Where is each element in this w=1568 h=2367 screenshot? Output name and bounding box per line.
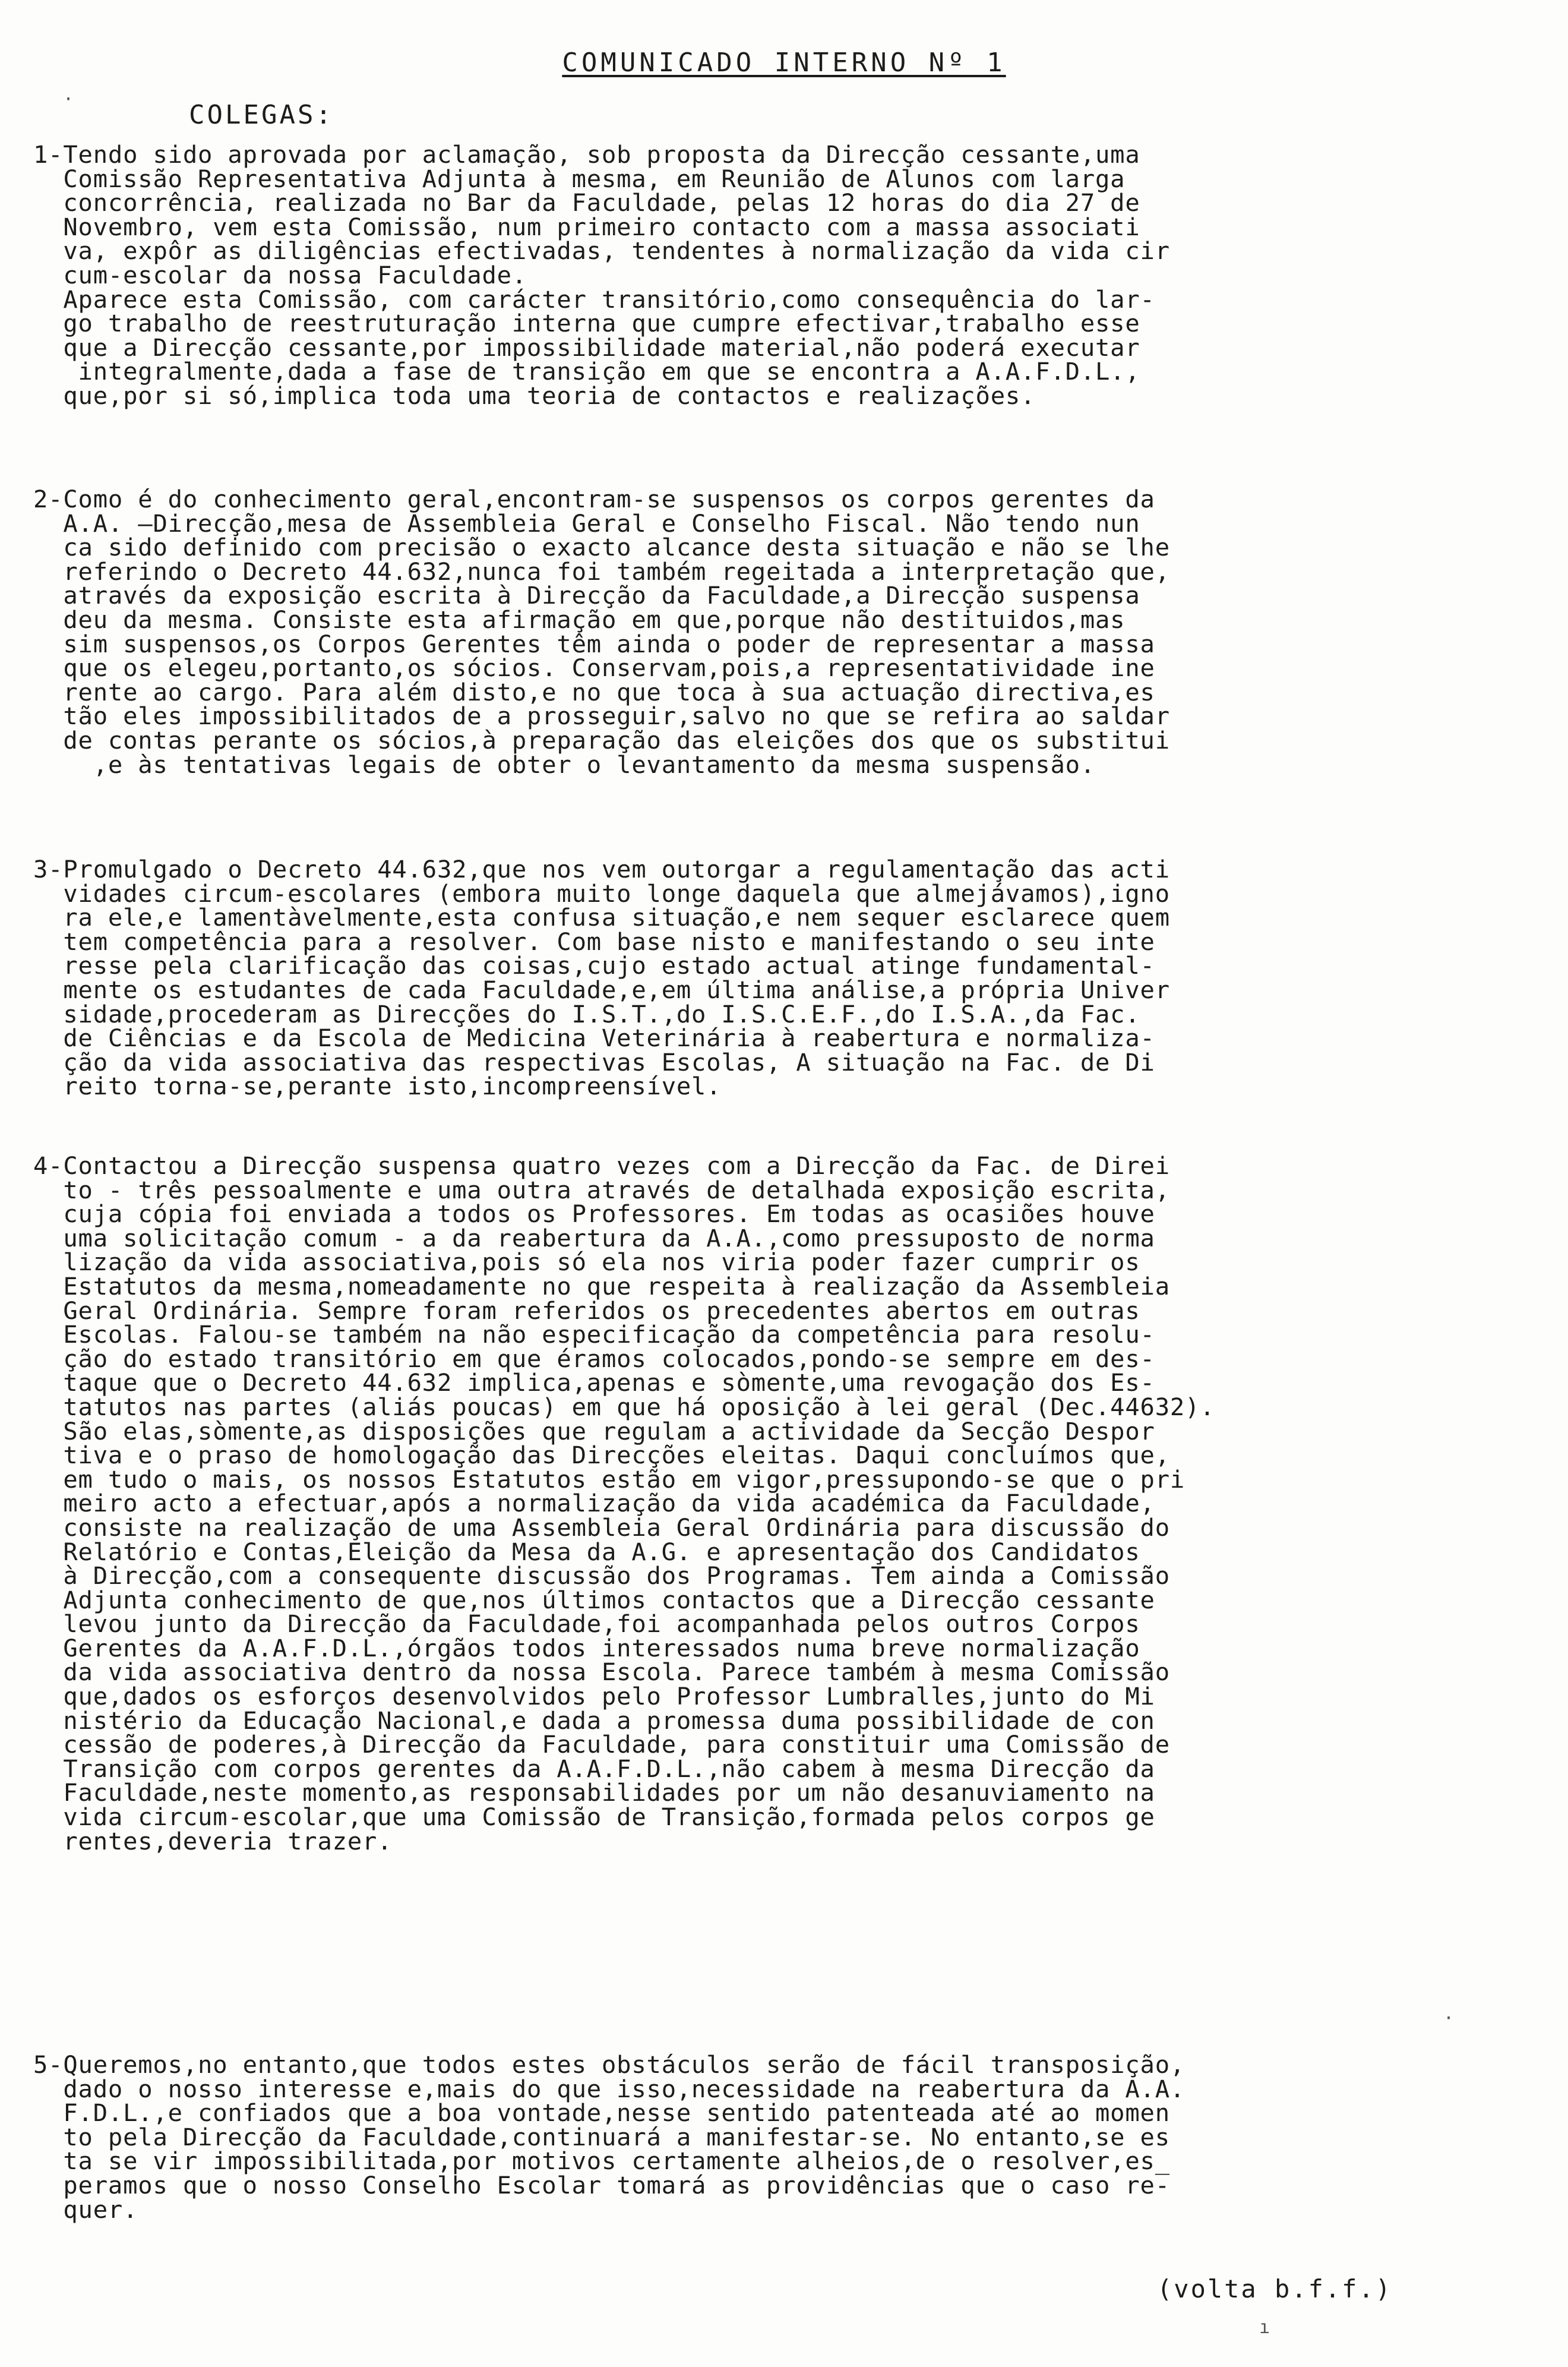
section-4-line: Relatório e Contas,Eleição da Mesa da A.G. e apresentação dos Candidatos: [33, 1537, 1140, 1566]
section-1: [33, 140, 1453, 410]
section-4-line: 4-Contactou a Direcção suspensa quatro vezes com a Direcção da Fac. de Direi: [33, 1151, 1170, 1180]
section-5-line: F.D.L.,e confiados que a boa vontade,nesse sentido patenteada até ao momen: [33, 2098, 1170, 2128]
section-4-line: cuja cópia foi enviada a todos os Professores. Em todas as ocasiões houve: [33, 1200, 1155, 1229]
section-5-line: ta se vir impossibilitada,por motivos certamente alheios,de o resolver,es_: [33, 2147, 1170, 2176]
section-1-line: concorrência, realizada no Bar da Faculdade, pelas 12 horas do dia 27 de: [33, 188, 1140, 217]
section-1-line: go trabalho de reestruturação interna que cumpre efectivar,trabalho esse: [33, 309, 1140, 338]
ink-speck: ·: [63, 89, 74, 110]
section-1-line: Novembro, vem esta Comissão, num primeiro contacto com a massa associati: [33, 212, 1140, 241]
section-4-line: taque que o Decreto 44.632 implica,apenas e sòmente,uma revogação dos Es-: [33, 1368, 1155, 1397]
section-4-line: Estatutos da mesma,nomeadamente no que respeita à realização da Assembleia: [33, 1271, 1170, 1301]
section-2-line: que os elegeu,portanto,os sócios. Conservam,pois,a representatividade ine: [33, 654, 1155, 683]
section-4-line: Transição com corpos gerentes da A.A.F.D.L.,não cabem à mesma Direcção da: [33, 1754, 1155, 1783]
section-2-line: ,e às tentativas legais de obter o levantamento da mesma suspensão.: [33, 750, 1095, 779]
section-4-line: São elas,sòmente,as disposições que regulam a actividade da Secção Despor: [33, 1416, 1155, 1446]
section-2-line: sim suspensos,os Corpos Gerentes têm ainda o poder de representar a massa: [33, 629, 1155, 658]
section-4-line: uma solicitação comum - a da reabertura da A.A.,como pressuposto de norma: [33, 1223, 1155, 1252]
section-4-line: meiro acto a efectuar,após a normalização da vida académica da Faculdade,: [33, 1489, 1155, 1518]
section-5-line: peramos que o nosso Conselho Escolar tomará as providências que o caso re-: [33, 2170, 1170, 2199]
section-4-line: consiste na realização de uma Assembleia Geral Ordinária para discussão do: [33, 1513, 1170, 1542]
section-2-line: através da exposição escrita à Direcção da Faculdade,a Direcção suspensa: [33, 581, 1140, 610]
section-3-line: ção da vida associativa das respectivas Escolas, A situação na Fac. de Di: [33, 1047, 1155, 1077]
section-3-line: tem competência para a resolver. Com base nisto e manifestando o seu inte: [33, 927, 1155, 956]
ink-speck: ı: [1259, 2317, 1270, 2338]
section-4-line: tiva e o praso de homologação das Direcções eleitas. Daqui concluímos que,: [33, 1441, 1170, 1470]
section-2: [33, 487, 1453, 777]
section-1-line: que,por si só,implica toda uma teoria de contactos e realizações.: [33, 381, 1036, 410]
section-3-line: reito torna-se,perante isto,incompreensível.: [33, 1072, 722, 1101]
section-4-line: que,dados os esforços desenvolvidos pelo Professor Lumbralles,junto do Mi: [33, 1682, 1155, 1711]
section-4-line: vida circum-escolar,que uma Comissão de Transição,formada pelos corpos ge: [33, 1803, 1155, 1832]
section-3-line: mente os estudantes de cada Faculdade,e,em última análise,a própria Univer: [33, 975, 1170, 1004]
section-5-line: dado o nosso interesse e,mais do que isso,necessidade na reabertura da A.A.: [33, 2074, 1186, 2103]
section-4-line: ção do estado transitório em que éramos colocados,pondo-se sempre em des-: [33, 1344, 1155, 1373]
section-4-line: Faculdade,neste momento,as responsabilidades por um não desanuviamento na: [33, 1778, 1155, 1807]
document-title: COMUNICADO INTERNO Nº 1: [562, 48, 1006, 78]
section-3-line: sidade,procederam as Direcções do I.S.T.,do I.S.C.E.F.,do I.S.A.,da Fac.: [33, 999, 1140, 1028]
section-4-line: Adjunta conhecimento de que,nos últimos contactos que a Direcção cessante: [33, 1585, 1155, 1614]
section-1-line: Comissão Representativa Adjunta à mesma, em Reunião de Alunos com larga: [33, 164, 1126, 193]
section-3-line: resse pela clarificação das coisas,cujo estado actual atinge fundamental-: [33, 951, 1155, 980]
section-1-line: 1-Tendo sido aprovada por aclamação, sob proposta da Direcção cessante,uma: [33, 140, 1140, 169]
section-4-line: levou junto da Direcção da Faculdade,foi acompanhada pelos outros Corpos: [33, 1609, 1140, 1639]
section-4-line: à Direcção,com a consequente discussão dos Programas. Tem ainda a Comissão: [33, 1561, 1170, 1590]
section-2-line: de contas perante os sócios,à preparação das eleições dos que os substitui: [33, 725, 1170, 755]
section-3-line: de Ciências e da Escola de Medicina Veterinária à reabertura e normaliza-: [33, 1024, 1155, 1053]
section-2-line: referindo o Decreto 44.632,nunca foi também regeitada a interpretação que,: [33, 557, 1170, 586]
section-4-line: Gerentes da A.A.F.D.L.,órgãos todos interessados numa breve normalização: [33, 1633, 1140, 1662]
section-4-line: da vida associativa dentro da nossa Escola. Parece também à mesma Comissão: [33, 1658, 1170, 1687]
section-1-line: Aparece esta Comissão, com carácter transitório,como consequência do lar-: [33, 285, 1155, 314]
section-3-line: ra ele,e lamentàvelmente,esta confusa situação,e nem sequer esclarece quem: [33, 903, 1170, 932]
section-5-line: quer.: [33, 2195, 138, 2224]
section-2-line: 2-Como é do conhecimento geral,encontram-se suspensos os corpos gerentes da: [33, 485, 1155, 513]
section-4-line: nistério da Educação Nacional,e dada a promessa duma possibilidade de con: [33, 1706, 1155, 1735]
section-4-line: Escolas. Falou-se também na não especificação da competência para resolu-: [33, 1320, 1155, 1349]
section-4-line: cessão de poderes,à Direcção da Faculdade, para constituir uma Comissão de: [33, 1730, 1170, 1759]
section-4: [33, 1151, 1453, 1855]
section-4-line: tatutos nas partes (aliás poucas) em que há oposição à lei geral (Dec.44632).: [33, 1392, 1215, 1421]
section-4-line: to - três pessoalmente e uma outra através de detalhada exposição escrita,: [33, 1175, 1170, 1204]
salutation: COLEGAS:: [189, 100, 334, 130]
section-1-line: cum-escolar da nossa Faculdade.: [33, 260, 527, 289]
section-4-line: Geral Ordinária. Sempre foram referidos os precedentes abertos em outras: [33, 1296, 1140, 1325]
section-1-line: integralmente,dada a fase de transição em que se encontra a A.A.F.D.L.,: [33, 357, 1140, 386]
section-2-line: deu da mesma. Consiste esta afirmação em que,porque não destituidos,mas: [33, 605, 1126, 634]
page-turn-note: (volta b.f.f.): [1157, 2274, 1393, 2303]
section-4-line: rentes,deveria trazer.: [33, 1826, 393, 1855]
section-1-line: va, expôr as diligências efectivadas, tendentes à normalização da vida cir: [33, 236, 1170, 266]
section-5-line: to pela Direcção da Faculdade,continuará a manifestar-se. No entanto,se es: [33, 2122, 1170, 2151]
section-4-line: lização da vida associativa,pois só ela nos viria poder fazer cumprir os: [33, 1248, 1140, 1277]
section-2-line: rente ao cargo. Para além disto,e no que toca à sua actuação directiva,es: [33, 677, 1155, 706]
section-1-line: que a Direcção cessante,por impossibilidade material,não poderá executar: [33, 333, 1140, 362]
section-4-line: em tudo o mais, os nossos Estatutos estão em vigor,pressupondo-se que o pri: [33, 1465, 1186, 1494]
section-2-line: ca sido definido com precisão o exacto alcance desta situação e não se lhe: [33, 533, 1170, 562]
section-3-line: vidades circum-escolares (embora muito longe daquela que almejávamos),igno: [33, 879, 1170, 908]
section-3-line: 3-Promulgado o Decreto 44.632,que nos vem outorgar a regulamentação das acti: [33, 855, 1170, 883]
section-2-line: tão eles impossibilitados de a prosseguir,salvo no que se refira ao saldar: [33, 702, 1170, 731]
ink-speck: ·: [1443, 2008, 1455, 2029]
section-5-line: 5-Queremos,no entanto,que todos estes obstáculos serão de fácil transposição,: [33, 2050, 1186, 2079]
section-5: [33, 2050, 1453, 2224]
section-3: [33, 857, 1453, 1099]
section-2-line: A.A. —Direcção,mesa de Assembleia Geral e Conselho Fiscal. Não tendo nun: [33, 509, 1140, 538]
